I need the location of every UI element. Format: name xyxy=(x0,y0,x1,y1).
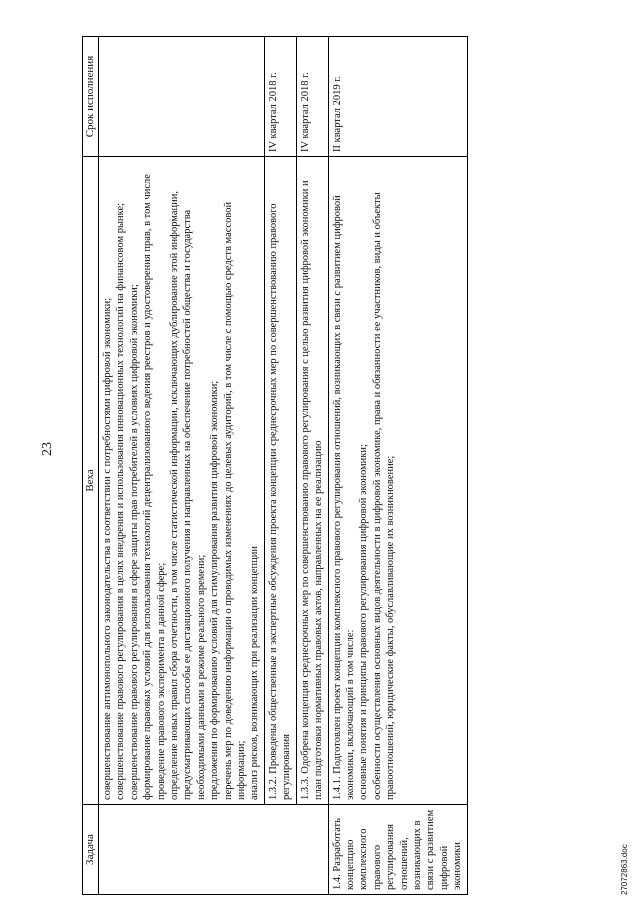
list-item: особенности осуществления основных видов деятельности в цифровой экономике, права и обязанности ее участников, виды и объекты правоотношений, юридические факты, обуславливающие их возникновение; xyxy=(371,192,397,800)
deadline-cell: IV квартал 2018 г. xyxy=(264,37,296,157)
list-item: перечень мер по доведению информации о проводимых изменениях до целевых аудиторий, в том числе с помощью средств массовой информации; xyxy=(222,201,248,800)
list-item: предложения по формированию условий для стимулирования развития цифровой экономики; xyxy=(209,380,221,800)
milestone-cell: 1.3.2. Проведены общественные и экспертные обсуждения проекта концепции среднесрочных мер по совершенствованию правового регулирования xyxy=(264,157,296,805)
list-item: основные понятия и принципы правового регулирования цифровой экономики; xyxy=(358,444,370,800)
table-row xyxy=(296,37,328,895)
deadline-cell: II квартал 2019 г. xyxy=(328,37,467,157)
milestone-cell xyxy=(328,157,467,805)
header-task: Задача xyxy=(83,805,99,895)
list-item: определение новых правил сбора отчетности, в том числе статистической информации, исключающих дублирование этой информации, предусматривающих способы ее дистанционного получения и направленных на обеспечение потребностей общества и государства необходимыми данными в режиме реального времени; xyxy=(169,191,207,800)
table-row xyxy=(328,37,467,895)
list-item: совершенствование правового регулирования в сфере защиты прав потребителей в условиях цифровой экономики; xyxy=(128,284,140,800)
milestone-cell: 1.3.3. Одобрена концепция среднесрочных мер по совершенствованию правового регулирования с целью развития цифровой экономики и план подготовки нормативных правовых актов, направленных на ее реализацию xyxy=(296,157,328,805)
page-number: 23 xyxy=(40,442,55,456)
footer-filename: 27072863.doc xyxy=(620,844,629,895)
table-header-row xyxy=(83,37,99,895)
table-row xyxy=(264,37,296,895)
list-item: совершенствование правового регулирования в целях внедрения и использования инновационных технологий на финансовом рынке; xyxy=(115,202,127,800)
list-item: анализ рисков, возникающих при реализации концепции xyxy=(249,545,261,800)
header-milestone: Веха xyxy=(83,157,99,805)
header-deadline: Срок исполнения xyxy=(83,37,99,157)
task-cell: 1.4. Разработать концепцию комплексного правового регулирования отношений, возникающих в связи с развитием цифровой экономики xyxy=(328,805,467,895)
list-item: формирование правовых условий для использования технологий децентрализованного ведения реестров и удостоверения прав, в том числе проведение правового эксперимента в данной сфере; xyxy=(142,174,167,800)
milestone-cell-continuation xyxy=(99,157,265,805)
milestone-intro: 1.4.1. Подготовлен проект концепции комплексного правового регулирования отношений, возникающих в связи с развитием цифровой экономики, включающий в том числе: xyxy=(331,195,356,800)
table-row xyxy=(99,37,265,895)
list-item: совершенствование антимонопольного законодательства в соответствии с потребностями цифровой экономики; xyxy=(102,297,113,800)
task-cell-empty xyxy=(99,805,329,895)
deadline-cell-empty xyxy=(99,37,265,157)
milestones-table xyxy=(82,36,468,895)
deadline-cell: IV квартал 2018 г. xyxy=(296,37,328,157)
